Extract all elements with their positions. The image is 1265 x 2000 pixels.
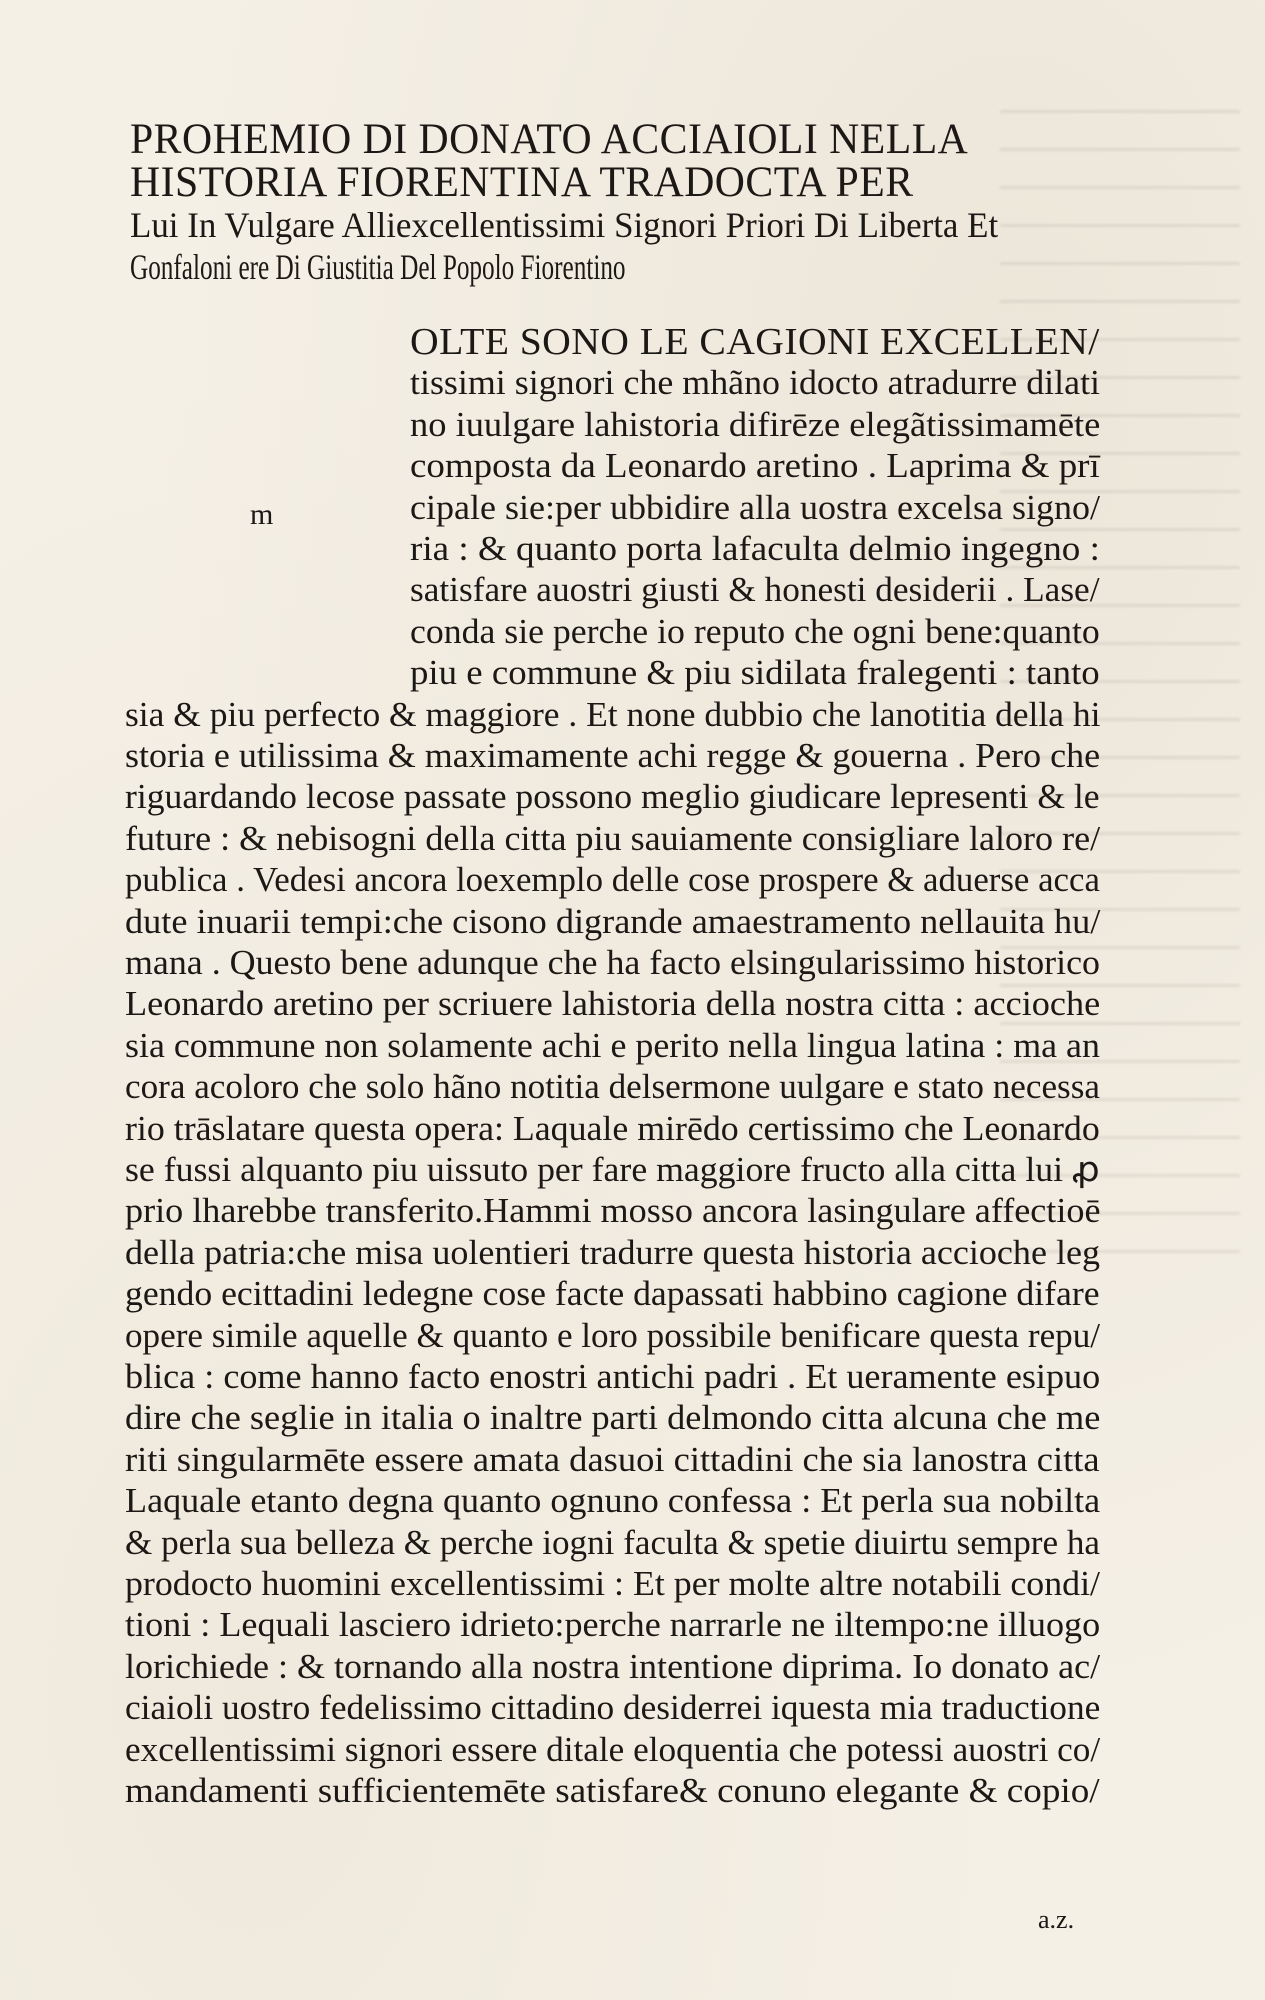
body-line: rio trāslatare questa opera: Laquale mirēdo certissimo che Leonardo bbox=[125, 1109, 1100, 1148]
body-line: piu e commune & piu sidilata fralegenti : tanto bbox=[410, 654, 1100, 693]
body-line: & perla sua belleza & perche iogni faculta & spetie diuirtu sempre ha bbox=[125, 1523, 1100, 1562]
body-line: publica . Vedesi ancora loexemplo delle cose prospere & aduerse acca bbox=[125, 861, 1100, 900]
body-line: dute inuarii tempi:che cisono digrande amaestramento nellauita hu/ bbox=[125, 902, 1101, 941]
body-line: Leonardo aretino per scriuere lahistoria della nostra citta : accioche bbox=[125, 985, 1101, 1024]
body-line: prodocto huomini excellentissimi : Et per molte altre notabili condi/ bbox=[125, 1565, 1101, 1603]
body-line: se fussi alquanto piu uissuto per fare maggiore fructo alla citta lui ꝓ bbox=[125, 1151, 1100, 1189]
body-line: mandamenti sufficientemēte satisfare& conuno elegante & copio/ bbox=[125, 1772, 1100, 1810]
signature-mark: a.z. bbox=[1038, 1905, 1075, 1934]
body-line: ciaioli uostro fedelissimo cittadino desiderrei iquesta mia traductione bbox=[125, 1689, 1101, 1728]
body-line: lorichiede : & tornando alla nostra intentione diprima. Io donato ac/ bbox=[125, 1647, 1101, 1686]
body-line: riguardando lecose passate possono meglio giudicare lepresenti & le bbox=[125, 778, 1100, 817]
body-line: tioni : Lequali lasciero idrieto:perche narrarle ne iltempo:ne illuogo bbox=[125, 1606, 1101, 1645]
body-line: cipale sie:per ubbidire alla uostra excelsa signo/ bbox=[410, 488, 1101, 527]
body-line: sia commune non solamente achi e perito nella lingua latina : ma an bbox=[125, 1026, 1100, 1065]
body-line: prio lharebbe transferito.Hammi mosso ancora lasingulare affectioē bbox=[125, 1192, 1101, 1231]
body-line: blica : come hanno facto enostri antichi padri . Et ueramente esipuo bbox=[125, 1358, 1101, 1396]
body-line: OLTE SONO LE CAGIONI EXCELLEN/ bbox=[410, 321, 1100, 363]
body-line: composta da Leonardo aretino . Laprima & prī bbox=[410, 447, 1100, 486]
body-line: ria : & quanto porta lafaculta delmio ingegno : bbox=[410, 530, 1100, 568]
body-line: cora acoloro che solo hãno notitia delsermone uulgare e stato necessa bbox=[125, 1068, 1100, 1107]
subtitle-line-1: Lui In Vulgare Alliexcellentissimi Signori Priori Di Liberta Et bbox=[130, 205, 999, 245]
guide-letter: m bbox=[250, 498, 274, 531]
body-line: Laquale etanto degna quanto ognuno confessa : Et perla sua nobilta bbox=[125, 1482, 1101, 1521]
body-line: no iuulgare lahistoria difirēze elegãtissimamēte bbox=[410, 405, 1101, 444]
body-line: della patria:che misa uolentieri tradurre questa historia accioche leg bbox=[125, 1233, 1100, 1272]
body-line: opere simile aquelle & quanto e loro possibile benificare questa repu/ bbox=[125, 1316, 1101, 1355]
body-line: conda sie perche io reputo che ogni bene:quanto bbox=[410, 612, 1100, 651]
body-line: excellentissimi signori essere ditale eloquentia che potessi auostri co/ bbox=[125, 1730, 1101, 1769]
body-line: satisfare auostri giusti & honesti desiderii . Lase/ bbox=[410, 571, 1100, 610]
title-line-1: PROHEMIO DI DONATO ACCIAIOLI NELLA bbox=[130, 116, 969, 163]
body-line: sia & piu perfecto & maggiore . Et none dubbio che lanotitia della hi bbox=[125, 695, 1101, 734]
body-line: riti singularmēte essere amata dasuoi cittadini che sia lanostra citta bbox=[125, 1440, 1100, 1479]
body-line: tissimi signori che mhãno idocto atradurre dilati bbox=[410, 364, 1101, 403]
body-line: mana . Questo bene adunque che ha facto elsingularissimo historico bbox=[125, 944, 1100, 982]
body-line: gendo ecittadini ledegne cose facte dapassati habbino cagione difare bbox=[125, 1275, 1100, 1314]
title-line-2: HISTORIA FIORENTINA TRADOCTA PER bbox=[130, 159, 914, 206]
body-line: dire che seglie in italia o inaltre parti delmondo citta alcuna che me bbox=[125, 1399, 1101, 1438]
body-line: future : & nebisogni della citta piu sauiamente consigliare laloro re/ bbox=[125, 819, 1101, 858]
body-line: storia e utilissima & maximamente achi regge & gouerna . Pero che bbox=[125, 737, 1101, 775]
subtitle-line-2: Gonfaloni ere Di Giustitia Del Popolo Fiorentino bbox=[130, 247, 626, 287]
